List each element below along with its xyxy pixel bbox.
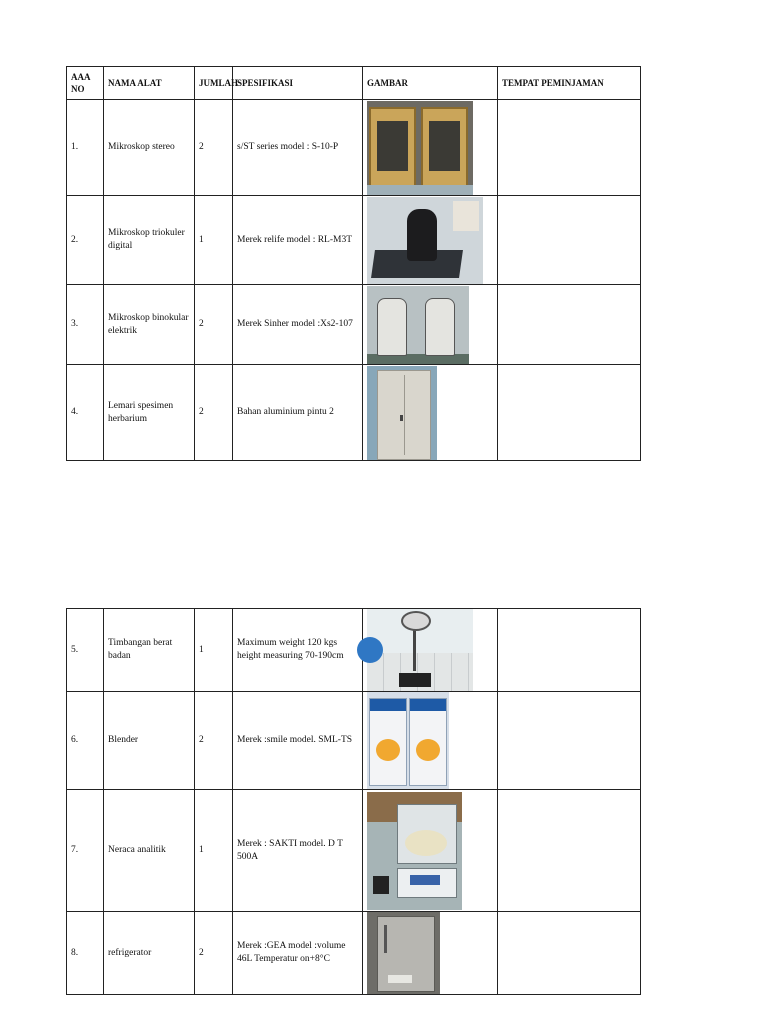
row-image-cell (363, 790, 498, 912)
row-spec: Maximum weight 120 kgs height measuring 70-190cm (233, 609, 363, 692)
table-row (67, 912, 641, 995)
row-place (498, 196, 641, 285)
row-qty: 2 (195, 365, 233, 461)
row-number: 3. (67, 285, 104, 365)
row-image-cell (363, 365, 498, 461)
row-name: Mikroskop triokuler digital (104, 196, 195, 285)
row-spec: Merek :smile model. SML-TS (233, 692, 363, 790)
row-qty: 2 (195, 100, 233, 196)
row-number: 7. (67, 790, 104, 912)
row-number: 8. (67, 912, 104, 995)
row-name: Neraca analitik (104, 790, 195, 912)
row-place (498, 912, 641, 995)
row-name: Mikroskop binokular elektrik (104, 285, 195, 365)
row-qty: 1 (195, 609, 233, 692)
row-spec: s/ST series model : S-10-P (233, 100, 363, 196)
row-place (498, 100, 641, 196)
refrigerator-photo (367, 912, 440, 994)
header-spec: SPESIFIKASI (233, 67, 363, 100)
row-image-cell (363, 285, 498, 365)
table-row (67, 790, 641, 912)
row-qty: 2 (195, 912, 233, 995)
row-number: 4. (67, 365, 104, 461)
table-row (67, 100, 641, 196)
table-header-row (67, 67, 641, 100)
table-row (67, 692, 641, 790)
header-qty: JUMLAH (195, 67, 233, 100)
equipment-table-part-1 (66, 66, 641, 461)
row-image-cell (363, 912, 498, 995)
row-name: refrigerator (104, 912, 195, 995)
row-name: Lemari spesimen herbarium (104, 365, 195, 461)
trinocular-microscope-photo (367, 197, 483, 284)
blender-photo (367, 692, 449, 789)
row-image-cell (363, 196, 498, 285)
row-image-cell (363, 100, 498, 196)
body-weight-scale-photo (367, 609, 473, 691)
row-spec: Merek :GEA model :volume 46L Temperatur on+8°C (233, 912, 363, 995)
row-qty: 1 (195, 196, 233, 285)
header-name: NAMA ALAT (104, 67, 195, 100)
analytical-balance-photo (367, 792, 462, 910)
equipment-table-part-2 (66, 608, 641, 995)
row-place (498, 609, 641, 692)
row-spec: Merek relife model : RL-M3T (233, 196, 363, 285)
row-name: Timbangan berat badan (104, 609, 195, 692)
row-number: 2. (67, 196, 104, 285)
binocular-microscope-photo (367, 286, 469, 364)
table-row (67, 609, 641, 692)
stereo-microscope-photo (367, 101, 473, 195)
row-name: Blender (104, 692, 195, 790)
table-row (67, 196, 641, 285)
row-place (498, 692, 641, 790)
row-qty: 2 (195, 285, 233, 365)
row-number: 6. (67, 692, 104, 790)
row-image-cell (363, 609, 498, 692)
table-row (67, 365, 641, 461)
row-name: Mikroskop stereo (104, 100, 195, 196)
row-qty: 2 (195, 692, 233, 790)
header-image: GAMBAR (363, 67, 498, 100)
row-spec: Bahan aluminium pintu 2 (233, 365, 363, 461)
table-row (67, 285, 641, 365)
row-place (498, 285, 641, 365)
row-spec: Merek : SAKTI model. D T 500A (233, 790, 363, 912)
header-place: TEMPAT PEMINJAMAN (498, 67, 641, 100)
row-number: 1. (67, 100, 104, 196)
row-place (498, 365, 641, 461)
row-qty: 1 (195, 790, 233, 912)
row-image-cell (363, 692, 498, 790)
header-no: AAA NO (67, 67, 104, 100)
herbarium-cabinet-photo (367, 366, 437, 460)
row-place (498, 790, 641, 912)
row-spec: Merek Sinher model :Xs2-107 (233, 285, 363, 365)
row-number: 5. (67, 609, 104, 692)
